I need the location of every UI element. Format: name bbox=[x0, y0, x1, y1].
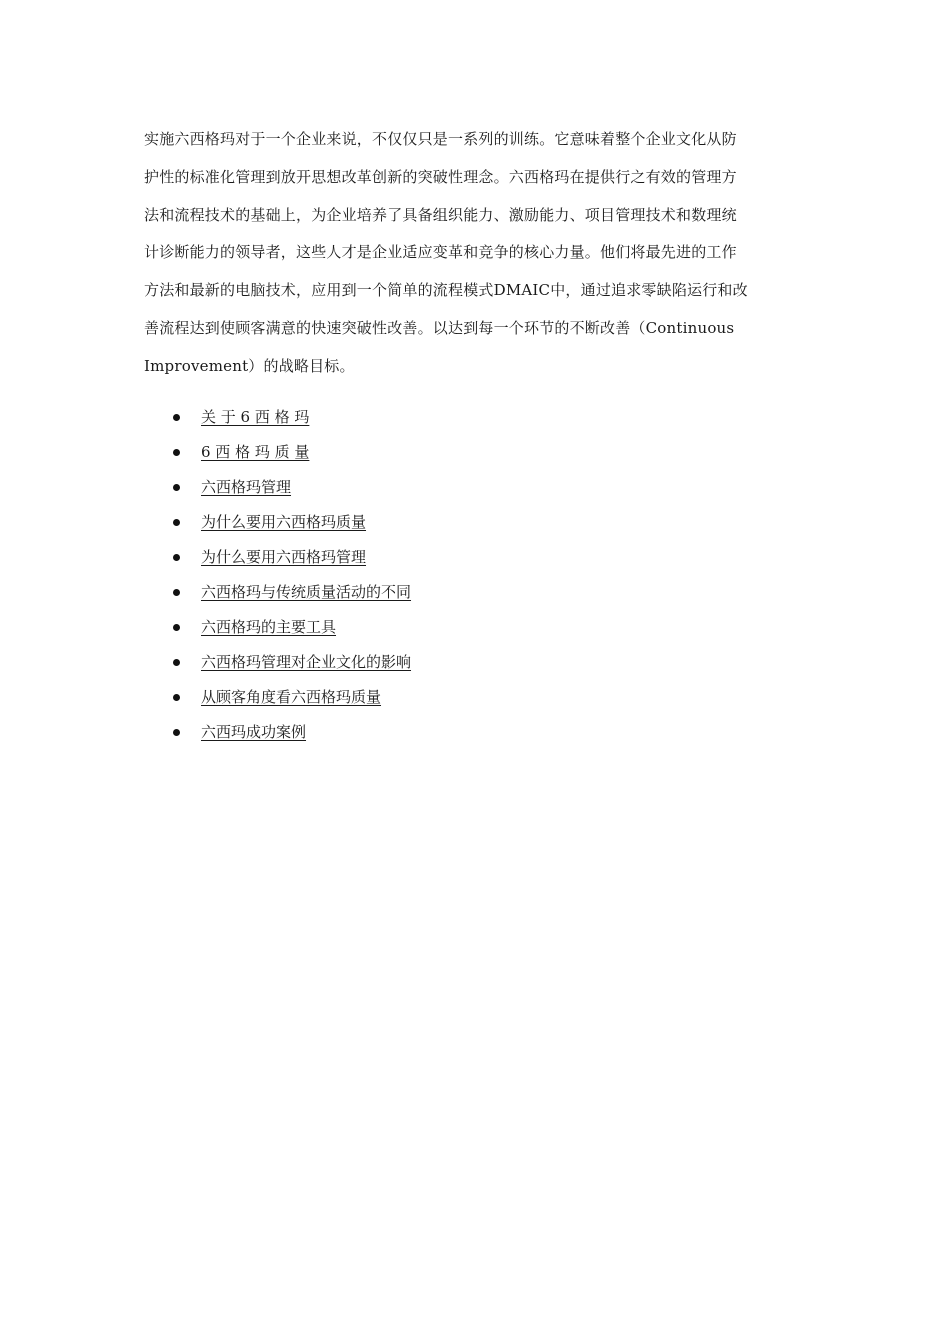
bullet-icon bbox=[173, 694, 180, 701]
link-why-six-sigma-management[interactable]: 为什么要用六西格玛管理 bbox=[201, 548, 367, 566]
link-culture-impact[interactable]: 六西格玛管理对企业文化的影响 bbox=[201, 653, 412, 671]
list-item bbox=[144, 400, 411, 435]
intro-paragraph bbox=[144, 121, 800, 386]
intro-line: 法和流程技术的基础上，为企业培养了具备组织能力、激励能力、项目管理技术和数理统 bbox=[144, 205, 737, 224]
intro-line: 计诊断能力的领导者，这些人才是企业适应变革和竞争的核心力量。他们将最先进的工作 bbox=[144, 243, 737, 262]
list-item bbox=[144, 680, 411, 715]
bullet-icon bbox=[173, 589, 180, 596]
intro-line: 实施六西格玛对于一个企业来说，不仅仅只是一系列的训练。它意味着整个企业文化从防 bbox=[144, 130, 737, 148]
link-success-cases[interactable]: 六西玛成功案例 bbox=[201, 723, 307, 741]
topic-link-list bbox=[144, 400, 411, 750]
bullet-icon bbox=[173, 519, 180, 526]
link-six-sigma-tools[interactable]: 六西格玛的主要工具 bbox=[201, 618, 337, 636]
intro-line: 方法和最新的电脑技术，应用到一个简单的流程模式DMAIC中，通过追求零缺陷运行和改 bbox=[144, 281, 748, 300]
link-about-six-sigma[interactable]: 关 于 6 西 格 玛 bbox=[201, 408, 310, 426]
list-item bbox=[144, 575, 411, 610]
list-item bbox=[144, 645, 411, 680]
bullet-icon bbox=[173, 659, 180, 666]
list-item bbox=[144, 505, 411, 540]
bullet-icon bbox=[173, 449, 180, 456]
list-item bbox=[144, 435, 411, 470]
intro-line: 善流程达到使顾客满意的快速突破性改善。以达到每一个环节的不断改善（Continuous bbox=[144, 318, 735, 337]
link-customer-perspective[interactable]: 从顾客角度看六西格玛质量 bbox=[201, 688, 382, 706]
bullet-icon bbox=[173, 554, 180, 561]
link-why-six-sigma-quality[interactable]: 为什么要用六西格玛质量 bbox=[201, 513, 367, 531]
bullet-icon bbox=[173, 484, 180, 491]
link-six-sigma-quality[interactable]: 6 西 格 玛 质 量 bbox=[201, 443, 310, 461]
bullet-icon bbox=[173, 414, 180, 421]
list-item bbox=[144, 715, 411, 750]
list-item bbox=[144, 610, 411, 645]
list-item bbox=[144, 470, 411, 505]
intro-line: 护性的标准化管理到放开思想改革创新的突破性理念。六西格玛在提供行之有效的管理方 bbox=[144, 167, 737, 186]
link-six-sigma-management[interactable]: 六西格玛管理 bbox=[201, 478, 292, 496]
intro-line: Improvement）的战略目标。 bbox=[144, 356, 355, 375]
link-six-sigma-vs-traditional[interactable]: 六西格玛与传统质量活动的不同 bbox=[201, 583, 412, 601]
bullet-icon bbox=[173, 624, 180, 631]
bullet-icon bbox=[173, 729, 180, 736]
list-item bbox=[144, 540, 411, 575]
